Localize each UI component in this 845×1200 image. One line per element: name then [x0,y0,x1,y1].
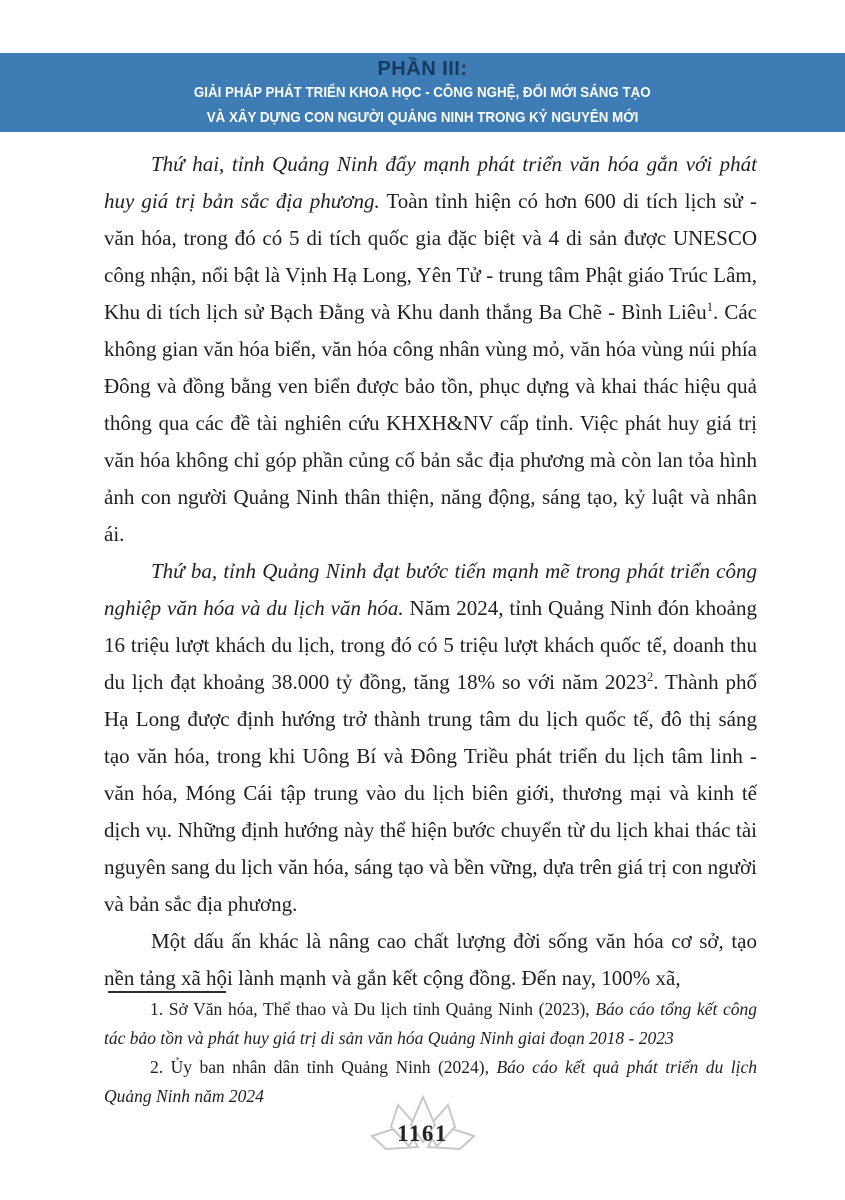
paragraph-thu-hai [104,146,757,553]
page-footer [0,1094,845,1166]
paragraph-thu-ba [104,553,757,923]
paragraph-mot-dau-an [104,923,757,997]
footnote-title-italic: Báo cáo kết quả phát triển du lịch Quảng Ninh năm 2024 [104,1057,757,1106]
footnote-source: 2. Ủy ban nhân dân tỉnh Quảng Ninh (2024), [150,1057,497,1077]
paragraph-text: . Các không gian văn hóa biển, văn hóa công nhân vùng mỏ, văn hóa vùng núi phía Đông và đồng bằng ven biển được bảo tồn, phục dựng và khai thác hiệu quả thông qua các đề tài nghiên cứu KHXH&NV cấp tỉnh. Việc phát huy giá trị văn hóa không chỉ góp phần củng cố bản sắc địa phương mà còn lan tỏa hình ảnh con người Quảng Ninh thân thiện, năng động, sáng tạo, kỷ luật và nhân ái. [104,300,757,546]
paragraph-text: Năm 2024, tỉnh Quảng Ninh đón khoảng 16 triệu lượt khách du lịch, trong đó có 5 triệu lượt khách quốc tế, doanh thu du lịch đạt khoảng 38.000 tỷ đồng, tăng 18% so với năm 2023 [104,596,757,694]
footnote-title-italic: Báo cáo tổng kết công tác bảo tồn và phát huy giá trị di sản văn hóa Quảng Ninh giai đoạn 2018 - 2023 [104,999,758,1048]
part-title: PHẦN III: [377,58,468,80]
footnote-source: 1. Sở Văn hóa, Thể thao và Du lịch tỉnh Quảng Ninh (2023), [150,999,596,1019]
paragraph-text: Một dấu ấn khác là nâng cao chất lượng đời sống văn hóa cơ sở, tạo nền tảng xã hội lành mạnh và gắn kết cộng đồng. Đến nay, 100% xã, [104,929,757,990]
chapter-header-band [0,53,845,132]
paragraph-text: Toàn tỉnh hiện có hơn 600 di tích lịch sử - văn hóa, trong đó có 5 di tích quốc gia đặc biệt và 4 di sản được UNESCO công nhận, nổi bật là Vịnh Hạ Long, Yên Tử - trung tâm Phật giáo Trúc Lâm, Khu di tích lịch sử Bạch Đằng và Khu danh thắng Ba Chẽ - Bình Liêu [104,189,757,324]
footnote-separator-rule [108,991,226,993]
paragraph-lead-italic: Thứ hai, tỉnh Quảng Ninh đẩy mạnh phát triển văn hóa gắn với phát huy giá trị bản sắc địa phương. [104,152,757,213]
paragraph-lead-italic: Thứ ba, tỉnh Quảng Ninh đạt bước tiến mạnh mẽ trong phát triển công nghiệp văn hóa và du lịch văn hóa. [104,559,757,620]
page-number-ornament [362,1094,484,1162]
chapter-subtitle-line2: VÀ XÂY DỰNG CON NGƯỜI QUẢNG NINH TRONG KỶ NGUYÊN MỚI [206,110,639,126]
footnote-reference-1: 1 [706,300,713,314]
footnote-item-1 [104,995,757,1053]
body-text [104,146,757,997]
paragraph-text: . Thành phố Hạ Long được định hướng trở thành trung tâm du lịch quốc tế, đô thị sáng tạo văn hóa, trong khi Uông Bí và Đông Triều phát triển du lịch tâm linh - văn hóa, Móng Cái tập trung vào du lịch biên giới, thương mại và kinh tế dịch vụ. Những định hướng này thể hiện bước chuyển từ du lịch khai thác tài nguyên sang du lịch văn hóa, sáng tạo và bền vững, dựa trên giá trị con người và bản sắc địa phương. [104,670,757,916]
footnote-reference-2: 2 [646,670,654,684]
chapter-subtitle-line1: GIẢI PHÁP PHÁT TRIỂN KHOA HỌC - CÔNG NGHỆ, ĐỔI MỚI SÁNG TẠO [194,85,651,101]
page-number: 1161 [397,1121,448,1146]
